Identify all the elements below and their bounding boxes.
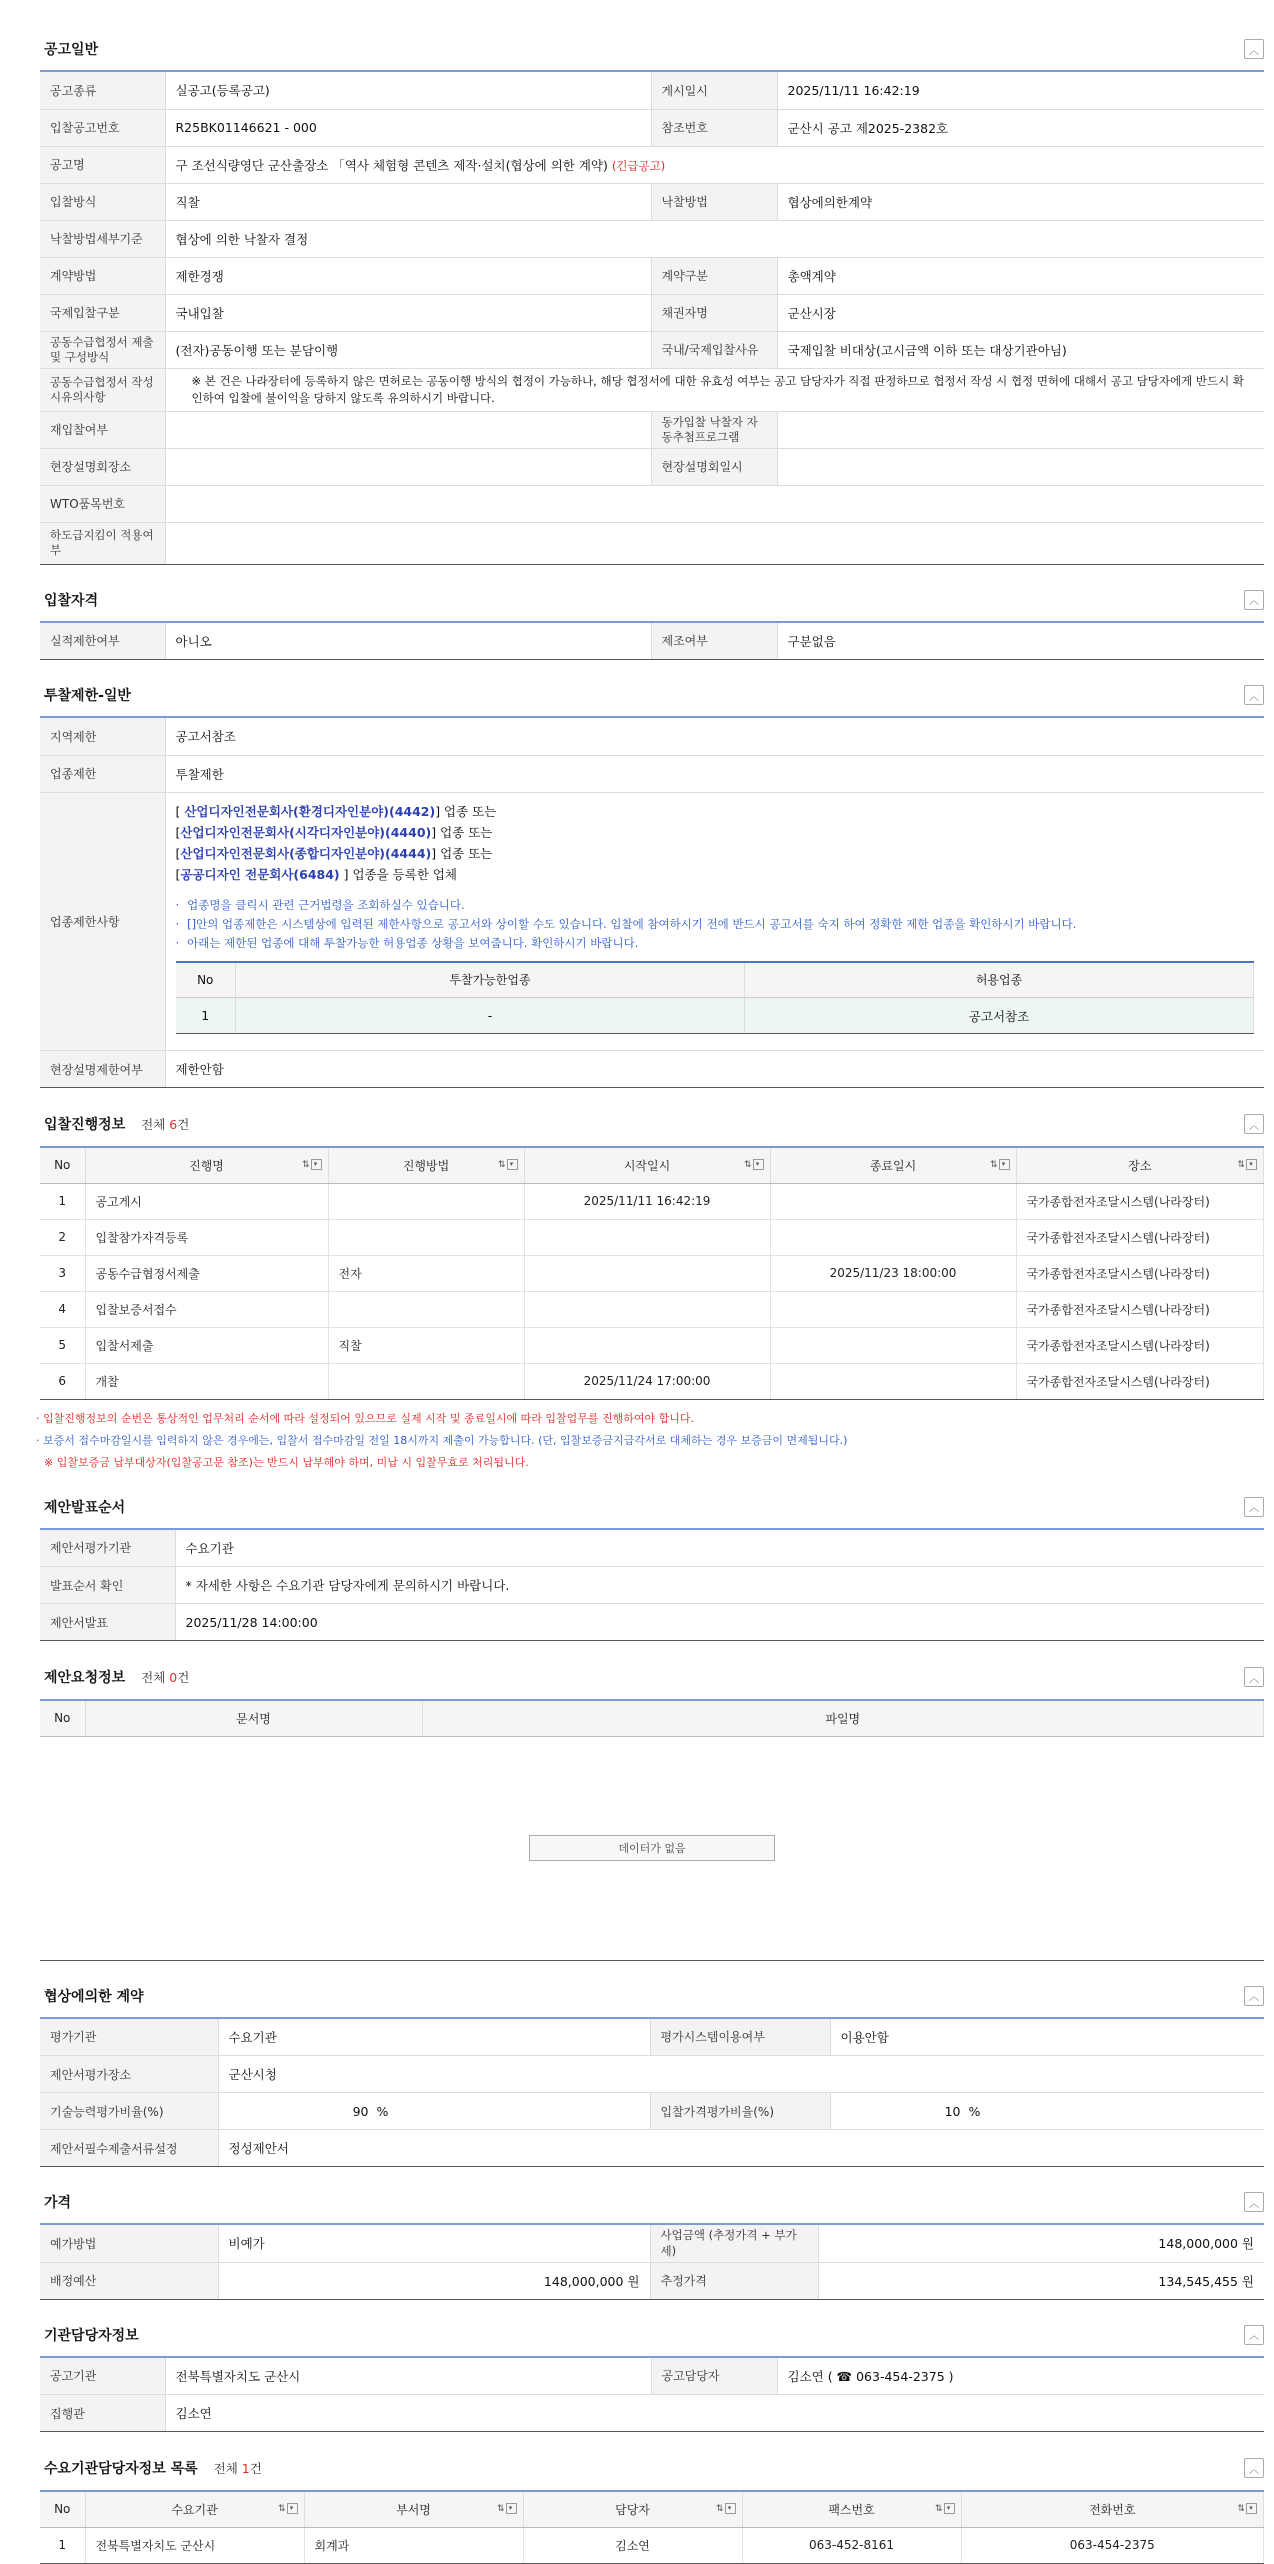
field-value: 10 % [830, 2093, 1264, 2130]
sort-icon[interactable]: ⇅ ▾ [497, 2503, 517, 2514]
count-label: 전체 6건 [141, 1117, 190, 1132]
table-row [40, 1567, 1264, 1604]
section-price [40, 2181, 1264, 2300]
column-header-sortable[interactable]: 수요기관 ⇅ ▾ [85, 2491, 304, 2527]
field-value: 수요기관 [218, 2019, 650, 2056]
field-label: 현장설명제한여부 [40, 1051, 165, 1088]
empty-state [40, 1737, 1264, 1961]
section-header [40, 1655, 1264, 1699]
field-value: 134,545,455 원 [818, 2262, 1264, 2299]
industry-detail [165, 792, 1264, 1051]
field-value: R25BK01146621 - 000 [165, 109, 651, 146]
field-label: 기술능력평가비율(%) [40, 2093, 218, 2130]
table-cell: 공고서참조 [745, 998, 1254, 1034]
collapse-toggle-icon[interactable]: ︿ [1244, 685, 1264, 705]
table-header-row [40, 2491, 1264, 2527]
table-row [40, 448, 1264, 485]
table-row [40, 368, 1264, 411]
table-row [40, 2225, 1264, 2262]
field-label: 제안서평가기관 [40, 1530, 175, 1567]
progress-notes [36, 1400, 1264, 1480]
table-row [40, 718, 1264, 755]
field-label: 추정가격 [650, 2262, 818, 2299]
field-label: 제조여부 [651, 623, 777, 660]
column-header: No [40, 1147, 85, 1183]
table-row [40, 1530, 1264, 1567]
collapse-toggle-icon[interactable]: ︿ [1244, 2458, 1264, 2478]
field-label: 공고기관 [40, 2358, 165, 2395]
table-row: 3 공동수급협정서제출 전자 2025/11/23 18:00:00 국가종합전자조달시스템(나라장터) [40, 1255, 1264, 1291]
field-label: 사업금액 (추정가격 + 부가세) [650, 2225, 818, 2262]
field-value: 군산시청 [218, 2056, 1264, 2093]
field-label: 평가시스템이용여부 [650, 2019, 830, 2056]
notice-name [165, 146, 1264, 183]
field-value: 국제입찰 비대상(고시금액 이하 또는 대상기관아님) [777, 331, 1264, 368]
general-table [40, 72, 1264, 565]
license-item: [공공디자인 전문회사(6484) ] 업종을 등록한 업체 [175, 866, 458, 882]
section-header [40, 1975, 1264, 2019]
license-link[interactable]: 공공디자인 전문회사(6484) [180, 866, 340, 882]
note-item: · 아래는 제한된 업종에 대해 투찰가능한 허용업종 상황을 보여줍니다. 확인하시기 바랍니다. [176, 935, 1255, 951]
field-label: 채권자명 [651, 294, 777, 331]
table-row [40, 72, 1264, 109]
field-label: 공동수급협정서 제출 및 구성방식 [40, 331, 165, 368]
table-row [40, 1604, 1264, 1641]
column-header: 투찰가능한업종 [236, 962, 745, 998]
sort-icon[interactable]: ⇅ ▾ [990, 1159, 1010, 1170]
section-restriction [40, 674, 1264, 1088]
field-label: 업종제한사항 [40, 792, 165, 1051]
field-label: 배정예산 [40, 2262, 218, 2299]
field-value [777, 411, 1264, 448]
sort-icon[interactable]: ⇅ ▾ [716, 2503, 736, 2514]
request-table [40, 1699, 1264, 1737]
collapse-toggle-icon[interactable]: ︿ [1244, 1114, 1264, 1134]
field-label: 입찰방식 [40, 183, 165, 220]
field-value: 이용안함 [830, 2019, 1264, 2056]
table-header-row [40, 1700, 1264, 1736]
license-link[interactable]: 산업디자인전문회사(시각디자인분야)(4440) [180, 824, 432, 840]
collapse-toggle-icon[interactable]: ︿ [1244, 39, 1264, 59]
license-link[interactable]: 산업디자인전문회사(환경디자인분야)(4442) [184, 803, 436, 819]
section-agency [40, 2314, 1264, 2433]
field-value: 실공고(등록공고) [165, 72, 651, 109]
field-label: 낙찰방법세부기준 [40, 220, 165, 257]
field-value: 구분없음 [777, 623, 1264, 660]
section-title: 입찰진행정보 전체 6건 [44, 1117, 190, 1133]
table-row [40, 411, 1264, 448]
section-header [40, 2181, 1264, 2225]
field-label: 공고종류 [40, 72, 165, 109]
field-value: 총액계약 [777, 257, 1264, 294]
count-label: 전체 1건 [213, 2461, 262, 2476]
collapse-toggle-icon[interactable]: ︿ [1244, 1497, 1264, 1517]
field-value [165, 448, 651, 485]
section-negotiation [40, 1975, 1264, 2168]
table-row [40, 257, 1264, 294]
column-header: 파일명 [422, 1700, 1264, 1736]
field-value: 90 % [218, 2093, 650, 2130]
field-value: 협상에 의한 낙찰자 결정 [165, 220, 1264, 257]
field-value: 직찰 [165, 183, 651, 220]
license-item: [산업디자인전문회사(시각디자인분야)(4440)] 업종 또는 [175, 824, 493, 840]
note-item: · 업종명을 클릭시 관련 근거법령을 조회하실수 있습니다. [176, 897, 1255, 913]
field-value: 148,000,000 원 [218, 2262, 650, 2299]
field-label: 지역제한 [40, 718, 165, 755]
field-label: 하도급지킴이 적용여부 [40, 522, 165, 564]
note-item: ※ 입찰보증금 납부대상자(입찰공고문 참조)는 반드시 납부해야 하며, 미납 시 입찰무효로 처리됩니다. [44, 1455, 529, 1469]
sort-icon[interactable]: ⇅ ▾ [498, 1159, 518, 1170]
field-label: 업종제한 [40, 755, 165, 792]
column-header: No [176, 962, 236, 998]
field-value: 전북특별자치도 군산시 [165, 2358, 651, 2395]
field-value: 투찰제한 [165, 755, 1264, 792]
field-label: 동가입찰 낙찰자 자동추첨프로그램 [651, 411, 777, 448]
table-cell: 1 [176, 998, 236, 1034]
section-header [40, 2446, 1264, 2490]
column-header-sortable[interactable]: 전화번호 ⇅ ▾ [961, 2491, 1264, 2527]
section-title: 기관담당자정보 [44, 2327, 139, 2344]
field-label: 제안서필수제출서류설정 [40, 2130, 218, 2167]
field-label: 공동수급협정서 작성시유의사항 [40, 368, 165, 411]
section-title: 협상에의한 계약 [44, 1988, 144, 2005]
section-progress [36, 1102, 1264, 1480]
section-title: 공고일반 [44, 42, 99, 58]
table-row: 5 입찰서제출 직찰 국가종합전자조달시스템(나라장터) [40, 1327, 1264, 1363]
field-value: 2025/11/11 16:42:19 [777, 72, 1264, 109]
field-label: 공고담당자 [651, 2358, 777, 2395]
urgent-badge: (긴급공고) [611, 158, 666, 173]
table-header-row [40, 1147, 1264, 1183]
field-value: 김소연 [165, 2395, 1264, 2432]
column-header-sortable[interactable]: 진행방법 ⇅ ▾ [328, 1147, 524, 1183]
section-title: 입찰자격 [44, 592, 99, 609]
field-value: 148,000,000 원 [818, 2225, 1264, 2262]
presentation-table [40, 1530, 1264, 1642]
price-table [40, 2225, 1264, 2300]
section-request [40, 1655, 1264, 1961]
column-header: 문서명 [85, 1700, 422, 1736]
sort-icon[interactable]: ⇅ ▾ [1237, 1159, 1257, 1170]
field-label: 게시일시 [651, 72, 777, 109]
field-value: 아니오 [165, 623, 651, 660]
license-item: [ 산업디자인전문회사(환경디자인분야)(4442)] 업종 또는 [175, 803, 497, 819]
section-header [40, 1102, 1264, 1146]
field-value: 비예가 [218, 2225, 650, 2262]
table-row [40, 331, 1264, 368]
column-header-sortable[interactable]: 장소 ⇅ ▾ [1016, 1147, 1264, 1183]
field-label: 공고명 [40, 146, 165, 183]
field-value: 공고서참조 [165, 718, 1264, 755]
section-title: 수요기관담당자정보 목록 전체 1건 [44, 2461, 262, 2477]
progress-table [40, 1146, 1264, 1400]
column-header-sortable[interactable]: 담당자 ⇅ ▾ [523, 2491, 742, 2527]
table-row [40, 294, 1264, 331]
field-value: 수요기관 [175, 1530, 1264, 1567]
table-row [176, 998, 1254, 1034]
column-header-sortable[interactable]: 종료일시 ⇅ ▾ [770, 1147, 1016, 1183]
table-header-row [176, 962, 1254, 998]
collapse-toggle-icon[interactable]: ︿ [1244, 1667, 1264, 1687]
collapse-toggle-icon[interactable]: ︿ [1244, 2325, 1264, 2345]
note-item: · 입찰진행정보의 순번은 통상적인 업무처리 순서에 따라 설정되어 있으므로 실제 시작 및 종료일시에 따라 입찰업무를 진행하여야 합니다. [36, 1411, 694, 1425]
section-header [40, 1486, 1264, 1530]
count-label: 전체 0건 [141, 1670, 190, 1685]
restriction-table [40, 718, 1264, 1088]
field-value: 정성제안서 [218, 2130, 1264, 2167]
agency-table [40, 2358, 1264, 2433]
table-row: 4 입찰보증서접수 국가종합전자조달시스템(나라장터) [40, 1291, 1264, 1327]
table-row: 6 개찰 2025/11/24 17:00:00 국가종합전자조달시스템(나라장터) [40, 1363, 1264, 1399]
field-label: 실적제한여부 [40, 623, 165, 660]
field-value: 제한안함 [165, 1051, 1264, 1088]
column-header-sortable[interactable]: 시작일시 ⇅ ▾ [524, 1147, 770, 1183]
collapse-toggle-icon[interactable]: ︿ [1244, 2192, 1264, 2212]
field-label: 참조번호 [651, 109, 777, 146]
table-row [40, 522, 1264, 564]
field-value: 김소연 ( ☎ 063-454-2375 ) [777, 2358, 1264, 2395]
section-title: 투찰제한-일반 [44, 688, 131, 704]
qualification-table [40, 623, 1264, 661]
table-cell: - [236, 998, 745, 1034]
column-header-sortable[interactable]: 팩스번호 ⇅ ▾ [742, 2491, 961, 2527]
table-row [40, 2358, 1264, 2395]
table-row [40, 1051, 1264, 1088]
section-title: 가격 [44, 2195, 72, 2211]
collapse-toggle-icon[interactable]: ︿ [1244, 1986, 1264, 2006]
sort-icon[interactable]: ⇅ ▾ [744, 1159, 764, 1170]
field-value: 협상에의한계약 [777, 183, 1264, 220]
field-label: 예가방법 [40, 2225, 218, 2262]
column-header-sortable[interactable]: 부서명 ⇅ ▾ [304, 2491, 523, 2527]
field-label: 입찰공고번호 [40, 109, 165, 146]
table-row: 1 공고게시 2025/11/11 16:42:19 국가종합전자조달시스템(나라장터) [40, 1183, 1264, 1219]
section-title: 제안발표순서 [44, 1499, 126, 1516]
table-row [40, 183, 1264, 220]
section-title: 제안요청정보 전체 0건 [44, 1670, 190, 1686]
license-link[interactable]: 산업디자인전문회사(종합디자인분야)(4444) [180, 845, 432, 861]
field-label: 제안서평가장소 [40, 2056, 218, 2093]
table-row [40, 2395, 1264, 2432]
restriction-notes [176, 897, 1255, 951]
table-row [40, 109, 1264, 146]
note-item: · []안의 업종제한은 시스템상에 입력된 제한사항으로 공고서와 상이할 수도 있습니다. 입찰에 참여하시기 전에 반드시 공고서를 숙지 하여 정확한 제한 업종을 확인하시기 바랍니다. [176, 916, 1255, 932]
license-item: [산업디자인전문회사(종합디자인분야)(4444)] 업종 또는 [175, 845, 493, 861]
license-list [176, 801, 1255, 885]
sort-icon[interactable]: ⇅ ▾ [302, 1159, 322, 1170]
field-label: 평가기관 [40, 2019, 218, 2056]
field-label: 현장설명회일시 [651, 448, 777, 485]
section-presentation [40, 1486, 1264, 1642]
field-value: (전자)공동이행 또는 분담이행 [165, 331, 651, 368]
note-item: · 보증서 접수마감일시를 입력하지 않은 경우에는, 입찰서 접수마감일 전일 18시까지 제출이 가능합니다. (단, 입찰보증금지급각서로 대체하는 경우 보증금이 면제됩니다.) [36, 1433, 848, 1447]
field-value: 2025/11/28 14:00:00 [175, 1604, 1264, 1641]
table-row: 2 입찰참가자격등록 국가종합전자조달시스템(나라장터) [40, 1219, 1264, 1255]
sort-icon[interactable]: ⇅ ▾ [1237, 2503, 1257, 2514]
section-qualification [40, 579, 1264, 661]
field-label: 현장설명회장소 [40, 448, 165, 485]
table-row [40, 485, 1264, 522]
table-row [40, 2262, 1264, 2299]
section-header [40, 674, 1264, 718]
allowed-industry-table [176, 961, 1255, 1035]
column-header: No [40, 2491, 85, 2527]
field-value: * 자세한 사항은 수요기관 담당자에게 문의하시기 바랍니다. [175, 1567, 1264, 1604]
table-row [40, 220, 1264, 257]
table-row [40, 146, 1264, 183]
notice-name-text: 구 조선식량영단 군산출장소 「역사 체험형 콘텐츠 제작·설치(협상에 의한 계약) [175, 157, 608, 173]
table-row [40, 623, 1264, 660]
field-label: 계약구분 [651, 257, 777, 294]
section-header [40, 28, 1264, 72]
field-label: 낙찰방법 [651, 183, 777, 220]
section-header [40, 2314, 1264, 2358]
table-row [40, 2130, 1264, 2167]
field-label: 재입찰여부 [40, 411, 165, 448]
collapse-toggle-icon[interactable]: ︿ [1244, 590, 1264, 610]
field-value: 군산시장 [777, 294, 1264, 331]
table-row [40, 2019, 1264, 2056]
empty-message: 데이터가 없음 [529, 1835, 775, 1861]
field-value [777, 448, 1264, 485]
field-value [165, 485, 1264, 522]
field-label: 집행관 [40, 2395, 165, 2432]
jv-note: ※ 본 건은 나라장터에 등록하지 않은 면허로는 공동이행 방식의 협정이 가능하나, 해당 협정서에 대한 유효성 여부는 공고 담당자가 직접 판정하므로 협정서 작성 시 협정 면허에 대해서 공고 담당자에게 반드시 확인하여 입찰에 불이익을 당하지 않도록 유의하시기 바랍니다. [165, 368, 1264, 411]
field-label: 국제입찰구분 [40, 294, 165, 331]
section-header [40, 579, 1264, 623]
field-value [165, 522, 1264, 564]
field-value: 국내입찰 [165, 294, 651, 331]
column-header: 허용업종 [745, 962, 1254, 998]
field-label: 계약방법 [40, 257, 165, 294]
field-label: 국내/국제입찰사유 [651, 331, 777, 368]
negotiation-table [40, 2019, 1264, 2168]
table-row: 1 전북특별자치도 군산시 회계과 김소연 063-452-8161 063-454-2375 [40, 2527, 1264, 2563]
field-label: WTO품목번호 [40, 485, 165, 522]
field-label: 입찰가격평가비율(%) [650, 2093, 830, 2130]
demand-table [40, 2490, 1264, 2564]
table-row [40, 2056, 1264, 2093]
column-header: No [40, 1700, 85, 1736]
section-general [40, 28, 1264, 565]
table-row [40, 755, 1264, 792]
field-label: 제안서발표 [40, 1604, 175, 1641]
field-value: 군산시 공고 제2025-2382호 [777, 109, 1264, 146]
section-demand [40, 2446, 1264, 2564]
sort-icon[interactable]: ⇅ ▾ [278, 2503, 298, 2514]
table-row [40, 2093, 1264, 2130]
column-header-sortable[interactable]: 진행명 ⇅ ▾ [85, 1147, 328, 1183]
sort-icon[interactable]: ⇅ ▾ [935, 2503, 955, 2514]
field-value [165, 411, 651, 448]
field-label: 발표순서 확인 [40, 1567, 175, 1604]
field-value: 제한경쟁 [165, 257, 651, 294]
table-row [40, 792, 1264, 1051]
